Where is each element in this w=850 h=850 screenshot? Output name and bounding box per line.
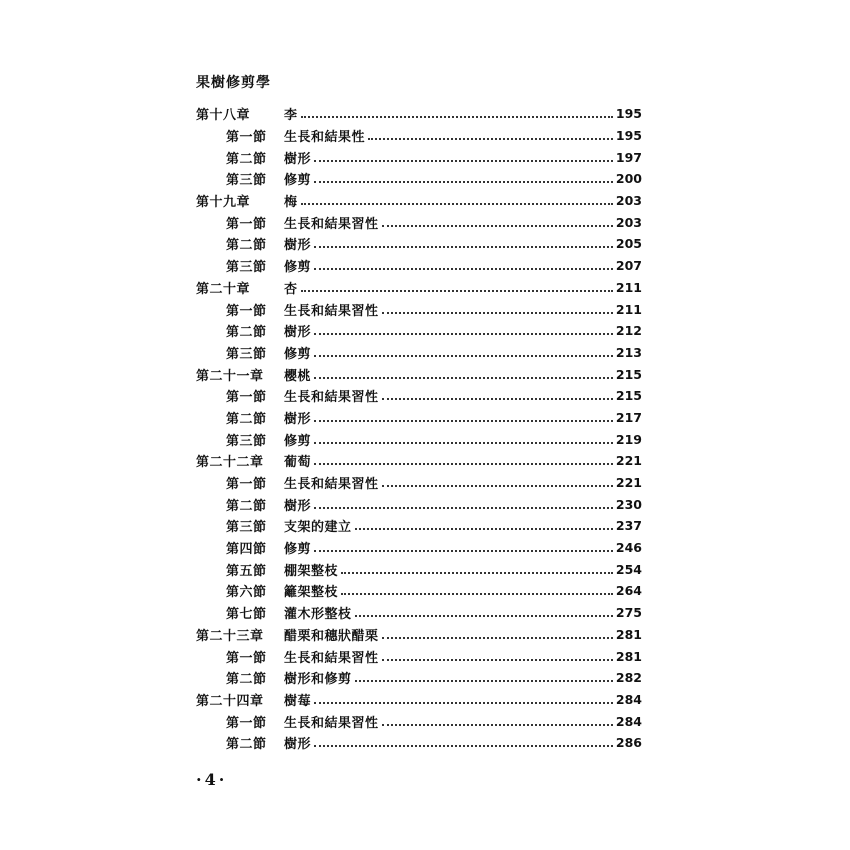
dot-leader	[382, 658, 613, 661]
toc-page-number: 195	[615, 128, 642, 144]
chapter-number: 第二十三章	[196, 628, 264, 644]
section-title: 樹形	[284, 325, 312, 341]
section-number: 第三節	[226, 520, 267, 536]
table-of-contents	[196, 103, 642, 754]
dot-leader	[382, 311, 613, 314]
section-number: 第二節	[226, 151, 267, 167]
dot-leader	[382, 484, 613, 487]
toc-page-number: 205	[615, 236, 642, 252]
toc-page-number: 246	[615, 540, 642, 556]
section-number: 第七節	[226, 607, 267, 623]
toc-page-number: 217	[615, 409, 642, 425]
toc-chapter-row	[196, 190, 642, 212]
dot-leader	[341, 592, 613, 595]
section-number: 第三節	[226, 173, 267, 189]
toc-page-number: 284	[615, 691, 642, 707]
toc-section-row	[196, 342, 642, 364]
toc-page-number: 195	[615, 106, 642, 122]
section-title: 生長和結果習性	[284, 390, 379, 406]
section-number: 第二節	[226, 672, 267, 688]
section-title: 生長和結果習性	[284, 303, 379, 319]
section-number: 第二節	[226, 411, 267, 427]
toc-page-number: 281	[615, 648, 642, 664]
chapter-title: 醋栗和穗狀醋栗	[284, 628, 379, 644]
toc-page-number: 264	[615, 583, 642, 599]
section-number: 第三節	[226, 260, 267, 276]
section-title: 生長和結果習性	[284, 715, 379, 731]
toc-chapter-row	[196, 450, 642, 472]
section-number: 第二節	[226, 737, 267, 753]
toc-section-row	[196, 255, 642, 277]
dot-leader	[314, 441, 613, 444]
chapter-title: 葡萄	[284, 455, 312, 471]
dot-leader	[368, 137, 613, 140]
section-number: 第五節	[226, 563, 267, 579]
toc-chapter-row	[196, 103, 642, 125]
toc-chapter-row	[196, 277, 642, 299]
toc-section-row	[196, 645, 642, 667]
dot-leader	[314, 744, 613, 747]
section-number: 第二節	[226, 238, 267, 254]
toc-page-number: 211	[615, 301, 642, 317]
toc-section-row	[196, 667, 642, 689]
section-title: 樹形	[284, 498, 312, 514]
section-title: 修剪	[284, 433, 312, 449]
section-number: 第三節	[226, 346, 267, 362]
section-number: 第一節	[226, 130, 267, 146]
dot-leader	[382, 723, 613, 726]
toc-page-number: 284	[615, 713, 642, 729]
toc-section-row	[196, 537, 642, 559]
section-title: 生長和結果習性	[284, 650, 379, 666]
dot-leader	[314, 701, 613, 704]
dot-leader	[314, 332, 613, 335]
dot-leader	[314, 419, 613, 422]
section-number: 第二節	[226, 325, 267, 341]
toc-page-number: 221	[615, 453, 642, 469]
section-title: 棚架整枝	[284, 563, 339, 579]
dot-leader	[301, 202, 613, 205]
dot-leader	[382, 224, 613, 227]
section-title: 修剪	[284, 346, 312, 362]
toc-section-row	[196, 732, 642, 754]
dot-leader	[314, 267, 613, 270]
toc-page-number: 213	[615, 344, 642, 360]
section-title: 樹形	[284, 151, 312, 167]
toc-page-number: 203	[615, 193, 642, 209]
dot-leader	[314, 376, 613, 379]
toc-section-row	[196, 493, 642, 515]
section-title: 生長和結果習性	[284, 216, 379, 232]
dot-leader	[341, 571, 613, 574]
chapter-number: 第二十章	[196, 281, 251, 297]
toc-page-number: 207	[615, 258, 642, 274]
dot-leader	[314, 159, 613, 162]
dot-leader	[314, 462, 613, 465]
toc-section-row	[196, 515, 642, 537]
toc-section-row	[196, 125, 642, 147]
toc-page-number: 219	[615, 431, 642, 447]
toc-section-row	[196, 428, 642, 450]
section-title: 修剪	[284, 260, 312, 276]
section-title: 樹形	[284, 737, 312, 753]
toc-page-number: 215	[615, 366, 642, 382]
chapter-title: 杏	[284, 281, 298, 297]
dot-leader	[355, 614, 613, 617]
dot-leader	[355, 679, 613, 682]
section-title: 樹形和修剪	[284, 672, 352, 688]
toc-section-row	[196, 233, 642, 255]
section-title: 樹形	[284, 411, 312, 427]
dot-leader	[314, 549, 613, 552]
toc-page-number: 230	[615, 496, 642, 512]
toc-page-number: 286	[615, 735, 642, 751]
section-title: 生長和結果性	[284, 130, 366, 146]
toc-section-row	[196, 580, 642, 602]
toc-page-number: 281	[615, 626, 642, 642]
toc-chapter-row	[196, 363, 642, 385]
chapter-number: 第十九章	[196, 195, 251, 211]
toc-page-number: 215	[615, 388, 642, 404]
toc-page-number: 254	[615, 561, 642, 577]
section-number: 第一節	[226, 650, 267, 666]
section-number: 第一節	[226, 477, 267, 493]
toc-section-row	[196, 407, 642, 429]
section-title: 籬架整枝	[284, 585, 339, 601]
chapter-title: 櫻桃	[284, 368, 312, 384]
section-number: 第一節	[226, 715, 267, 731]
toc-page-number: 203	[615, 214, 642, 230]
toc-section-row	[196, 146, 642, 168]
dot-leader	[314, 506, 613, 509]
dot-leader	[301, 289, 613, 292]
section-number: 第三節	[226, 433, 267, 449]
toc-chapter-row	[196, 624, 642, 646]
toc-page-number: 212	[615, 323, 642, 339]
chapter-number: 第二十二章	[196, 455, 264, 471]
dot-leader	[382, 397, 613, 400]
section-number: 第一節	[226, 390, 267, 406]
dot-leader	[314, 354, 613, 357]
toc-section-row	[196, 211, 642, 233]
section-title: 修剪	[284, 542, 312, 558]
section-number: 第一節	[226, 303, 267, 319]
section-title: 樹形	[284, 238, 312, 254]
toc-page-number: 200	[615, 171, 642, 187]
chapter-title: 梅	[284, 195, 298, 211]
section-title: 灌木形整枝	[284, 607, 352, 623]
toc-section-row	[196, 385, 642, 407]
toc-section-row	[196, 710, 642, 732]
chapter-number: 第二十一章	[196, 368, 264, 384]
chapter-title: 樹莓	[284, 693, 312, 709]
running-head: 果樹修剪學	[196, 75, 271, 91]
chapter-number: 第十八章	[196, 108, 251, 124]
section-title: 修剪	[284, 173, 312, 189]
toc-chapter-row	[196, 689, 642, 711]
section-number: 第一節	[226, 216, 267, 232]
toc-page-number: 197	[615, 149, 642, 165]
dot-leader	[355, 527, 613, 530]
section-title: 生長和結果習性	[284, 477, 379, 493]
toc-section-row	[196, 472, 642, 494]
toc-section-row	[196, 602, 642, 624]
section-number: 第二節	[226, 498, 267, 514]
dot-leader	[314, 245, 613, 248]
chapter-number: 第二十四章	[196, 693, 264, 709]
toc-section-row	[196, 298, 642, 320]
section-number: 第六節	[226, 585, 267, 601]
section-number: 第四節	[226, 542, 267, 558]
toc-section-row	[196, 168, 642, 190]
page-number: ·4·	[196, 770, 228, 789]
chapter-title: 李	[284, 108, 298, 124]
toc-page-number: 237	[615, 518, 642, 534]
dot-leader	[301, 115, 613, 118]
toc-page-number: 221	[615, 475, 642, 491]
toc-page-number: 211	[615, 279, 642, 295]
dot-leader	[314, 180, 613, 183]
section-title: 支架的建立	[284, 520, 352, 536]
toc-page-number: 282	[615, 670, 642, 686]
toc-section-row	[196, 558, 642, 580]
dot-leader	[382, 636, 613, 639]
toc-page-number: 275	[615, 605, 642, 621]
toc-section-row	[196, 320, 642, 342]
